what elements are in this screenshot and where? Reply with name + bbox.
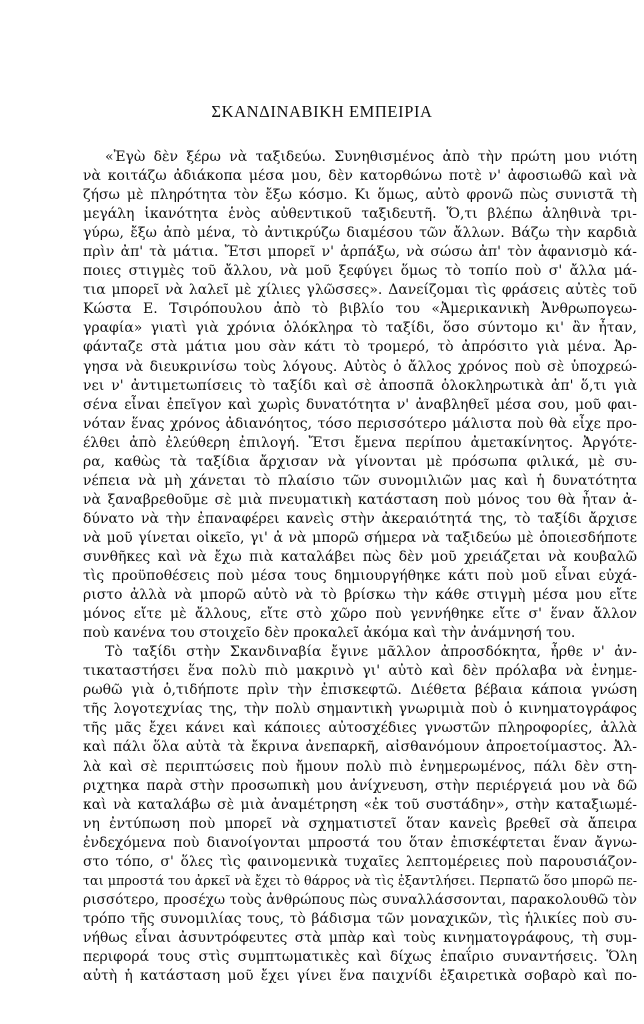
text-line: τῆς μᾶς ἔχει κάνει καὶ κάποιες αὐτοσχέδιες γνωστῶν πληροφορίες, ἀλλὰ (83, 720, 637, 737)
text-line: νὰ μοῦ γίνεται οἰκεῖο, γι' ἀ νὰ μπορῶ σήμερα νὰ ταξιδεύω μὲ ὁποιεσδήποτε (83, 529, 637, 546)
text-line: δύνατο νὰ τὴν ἐπαναφέρει κανεὶς στὴν ἀκεραιότητά της, τὸ ταξίδι ἄρχισε (83, 510, 637, 527)
text-line: νὰ ξαναβρεθοῦμε σὲ μιὰ πνευματικὴ κατάσταση ποὺ μόνος του θὰ ἦταν ἀ- (83, 491, 637, 508)
text-line: καὶ πάλι ὅλα αὐτὰ τὰ ἔκρινα ἀνεπαρκῆ, αἰσθανόμουν ἀπροετοίμαστος. Ἀλ- (83, 739, 637, 756)
text-line: Τὸ ταξίδι στὴν Σκανδιναβία ἔγινε μᾶλλον ἀπροσδόκητα, ἦρθε ν' ἀν- (105, 644, 637, 661)
text-line: ται μπροστά του ἀρκεῖ νὰ ἔχει τὸ θάρρος νὰ τὶς ἐξαντλήσει. Περπατῶ ὅσο μπορῶ πε- (83, 873, 637, 889)
text-line: ρωθῶ γιὰ ὁ,τιδήποτε πρὶν τὴν ἐπισκεφτῶ. Διέθετα βέβαια κάποια γνώση (83, 682, 637, 699)
text-line: γύρω, ἔξω ἀπὸ μένα, τὸ ἀντικρύζω διαμέσου τῶν ἄλλων. Βάζω τὴν καρδιὰ (83, 225, 637, 242)
page-title: ΣΚΑΝΔΙΝΑΒΙΚΗ ΕΜΠΕΙΡΙΑ (211, 102, 433, 121)
text-line: νήθως εἶναι ἀσυντρόφευτες στὰ μπὰρ καὶ τοὺς κινηματογράφους, τὴ συμ- (83, 929, 637, 946)
text-line: γησα νὰ διευκρινίσω τοὺς λόγους. Αὐτὸς ὁ ἄλλος χρόνος ποὺ σὲ ὑποχρεώ- (83, 358, 637, 375)
text-line: νέπεια νὰ μὴ χάνεται τὸ πλαίσιο τῶν συνομιλιῶν μας καὶ ἡ δυνατότητα (83, 472, 637, 489)
text-line: νη ἐντύπωση ποὺ μπορεῖ νὰ σχηματιστεῖ ὅταν κανεὶς βρεθεῖ σὰ ἄπειρα (83, 815, 637, 832)
text-line: τικαταστήσει ἕνα πολὺ πιὸ μακρινὸ γι' αὐτὸ καὶ δὲν πρόλαβα νὰ ἐνημε- (83, 663, 637, 680)
text-line: ποὺ κανένα του στοιχεῖο δὲν προκαλεῖ ἀκόμα καὶ τὴν ἀνάμνησή του. (83, 625, 576, 642)
text-line: τὶς προϋποθέσεις ποὺ μέσα τους δημιουργήθηκε κάτι ποὺ μοῦ εἶναι εὐχά- (83, 568, 637, 585)
text-line: νὰ κοιτάζω ἀδιάκοπα μέσα μου, δὲν κατορθώνω ποτὲ ν' ἀφοσιωθῶ καὶ νὰ (83, 168, 637, 185)
text-line: στο τόπο, σ' ὅλες τὶς φαινομενικὰ τυχαῖες λεπτομέρειες ποὺ παρουσιάζον- (83, 853, 637, 870)
text-line: τια μπορεῖ νὰ λαλεῖ μὲ χίλιες γλῶσσες». Δανείζομαι τὶς φράσεις αὐτὲς τοῦ (83, 282, 637, 299)
text-line: Κώστα Ε. Τσιρόπουλου ἀπὸ τὸ βιβλίο του «Ἀμερικανικὴ Ἀνθρωπογεω- (83, 301, 637, 318)
text-line: γραφία» γιατὶ γιὰ χρόνια ὁλόκληρα τὸ ταξίδι, ὅσο σύντομο κι' ἂν ἦταν, (83, 320, 637, 337)
text-line: νόταν ἕνας χρόνος ἀδιανόητος, τόσο περισσότερο μάλιστα ποὺ θὰ εἶχε προ- (83, 415, 637, 432)
text-line: τῆς λογοτεχνίας της, τὴν πολὺ σημαντικὴ γνωριμιὰ ποὺ ὁ κινηματογράφος (83, 701, 637, 718)
text-line: μόνος εἴτε μὲ ἄλλους, εἴτε στὸ χῶρο ποὺ γεννήθηκε εἴτε σ' ἕναν ἄλλον (83, 606, 637, 623)
text-line: ρα, καθὼς τὰ ταξίδια ἄρχισαν νὰ γίνονται μὲ πρόσωπα φιλικά, μὲ συ- (83, 453, 637, 470)
text-line: σένα εἶναι ἐπεῖγον καὶ χωρὶς δυνατότητα ν' ἀναβληθεῖ μέσα σου, μοῦ φαι- (83, 396, 637, 413)
text-line: ριστο ἀλλὰ νὰ μπορῶ αὐτὸ νὰ τὸ βρίσκω τὴν κάθε στιγμὴ μέσα μου εἴτε (83, 587, 637, 604)
text-line: τρόπο τῆς συνομιλίας τους, τὸ βάδισμα τῶν μοναχικῶν, τὶς ἡλικίες ποὺ συ- (83, 910, 637, 927)
text-line: περιφορά τους στὶς συμπτωματικὲς καὶ δίχως ἐπαΐριο συναντήσεις. Ὅλη (83, 948, 637, 965)
text-line: καὶ νὰ καταλάβω σὲ μιὰ ἀναμέτρηση «ἐκ τοῦ συστάδην», στὴν καταξιωμέ- (83, 796, 637, 813)
text-line: λὰ καὶ σὲ περιπτώσεις ποὺ ἤμουν πολὺ πιὸ ἐνημερωμένος, πάλι δὲν στη- (83, 758, 637, 775)
text-line: συνθῆκες καὶ νὰ ἔχω πιὰ καταλάβει πὼς δὲν μοῦ χρειάζεται νὰ κουβαλῶ (83, 548, 637, 565)
text-line: έλθει ἀπὸ ἐλεύθερη ἐπιλογή. Ἔτσι ἔμενα περίπου ἀμετακίνητος. Ἀργότε- (83, 434, 637, 451)
body-text (83, 148, 637, 986)
text-line: ριχτηκα παρὰ στὴν προσωπικὴ μου ἀνίχνευση, στὴν περιέργειά μου νὰ δῶ (83, 777, 637, 794)
text-line: νει ν' ἀντιμετωπίσεις τὸ ταξίδι καὶ σὲ ἀποσπᾶ ὁλοκληρωτικὰ ἀπ' ὅ,τι γιὰ (83, 377, 637, 394)
text-line: ζήσω μὲ πληρότητα τὸν ἔξω κόσμο. Κι ὅμως, αὐτὸ φρονῶ πὼς συνιστᾶ τὴ (83, 187, 637, 204)
text-line: αὐτὴ ἡ κατάσταση μοῦ ἔχει γίνει ἕνα παιχνίδι ἐξαιρετικὰ σοβαρὸ καὶ πο- (83, 968, 637, 985)
text-line: ρισσότερο, προσέχω τοὺς ἀνθρώπους πὼς συναλλάσσονται, παρακολουθῶ τὸν (83, 891, 637, 908)
text-line: πρὶν ἀπ' τὰ μάτια. Ἔτσι μπορεῖ ν' ἁρπάξω, νὰ σώσω ἀπ' τὸν ἀφανισμὸ κά- (83, 244, 637, 261)
text-line: «Ἐγὼ δὲν ξέρω νὰ ταξιδεύω. Συνηθισμένος ἀπὸ τὴν πρώτη μου νιότη (105, 149, 637, 165)
text-line: ποιες στιγμὲς τοῦ ἄλλου, νὰ μοῦ ξεφύγει ὅμως τὸ τοπίο ποὺ σ' ἄλλα μά- (83, 263, 637, 280)
text-line: ἐνδεχόμενα ποὺ διανοίγονται μπροστά του ὅταν ἐπισκέφτεται ἕναν ἄγνω- (83, 834, 637, 851)
text-line: μεγάλη ἱκανότητα ἑνὸς αὐθεντικοῦ ταξιδευτῆ. Ὅ,τι βλέπω ἀληθινὰ τρι- (83, 206, 637, 223)
text-line: φάνταζε στὰ μάτια μου σὰν κάτι τὸ τρομερό, τὸ ἀπρόσιτο γιὰ μένα. Ἀρ- (83, 339, 637, 356)
